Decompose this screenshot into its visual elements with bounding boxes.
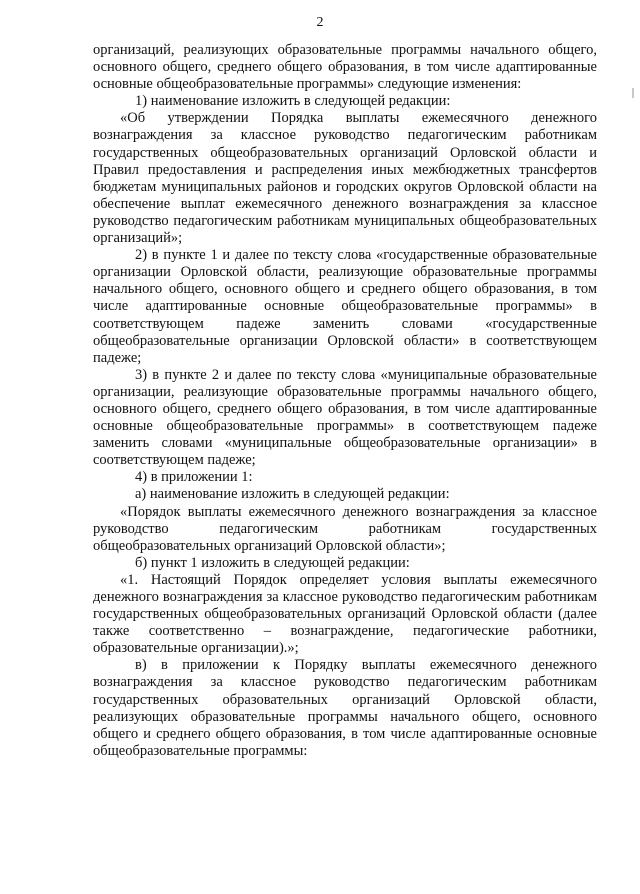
paragraph-quoted-title: «Об утверждении Порядка выплаты ежемесячного денежного вознаграждения за классное руководство педагогическим работникам государственных общеобразовательных организаций Орловской области и Правил предоставления и распределения иных межбюджетных трансфертов бюджетам муниципальных районов и городских округов Орловской области на обеспечение выплат ежемесячного денежного вознаграждения за классное руководство педагогическим работникам муниципальных общеобразовательных организаций»;	[93, 110, 597, 247]
paragraph-subitem-v: в) в приложении к Порядку выплаты ежемесячного денежного вознаграждения за классное руководство педагогическим работникам государственных образовательных организаций Орловской области, реализующих образовательные программы начального общего, основного общего и среднего общего образования, в том числе адаптированные основные общеобразовательные программы:	[93, 657, 597, 759]
scan-edge-mark	[632, 88, 634, 98]
paragraph-item-2: 2) в пункте 1 и далее по тексту слова «государственные образовательные организации Орловской области, реализующие образовательные программы начального общего, основного общего и среднего общего образования, в том числе адаптированные основные общеобразовательные программы» в соответствующем падеже заменить словами «государственные общеобразовательные организации Орловской области» в соответствующем падеже;	[93, 247, 597, 366]
paragraph-subitem-b: б) пункт 1 изложить в следующей редакции:	[135, 554, 410, 571]
paragraph-quoted-procedure: «Порядок выплаты ежемесячного денежного вознаграждения за классное руководство педагогическим работникам государственных общеобразовательных организаций Орловской области»;	[93, 503, 597, 554]
paragraph-continuation: организаций, реализующих образовательные программы начального общего, основного общего, среднего общего образования, в том числе адаптированные основные общеобразовательные программы» следующие изменения:	[93, 42, 597, 93]
paragraph-item-4: 4) в приложении 1:	[135, 469, 253, 486]
document-body	[93, 42, 597, 760]
paragraph-item-1: 1) наименование изложить в следующей редакции:	[135, 93, 451, 110]
paragraph-subitem-a: а) наименование изложить в следующей редакции:	[135, 486, 450, 503]
paragraph-item-3: 3) в пункте 2 и далее по тексту слова «муниципальные образовательные организации, реализующие образовательные программы начального общего, основного общего, среднего общего образования, в том числе адаптированные основные общеобразовательные программы» в соответствующем падеже заменить словами «муниципальные общеобразовательные организации» в соответствующем падеже;	[93, 366, 597, 469]
page-number: 2	[316, 15, 324, 30]
paragraph-quoted-point-1: «1. Настоящий Порядок определяет условия выплаты ежемесячного денежного вознаграждения за классное руководство педагогическим работникам государственных общеобразовательных организаций Орловской области (далее также соответственно – вознаграждение, педагогические работники, образовательные организации).»;	[93, 571, 597, 657]
